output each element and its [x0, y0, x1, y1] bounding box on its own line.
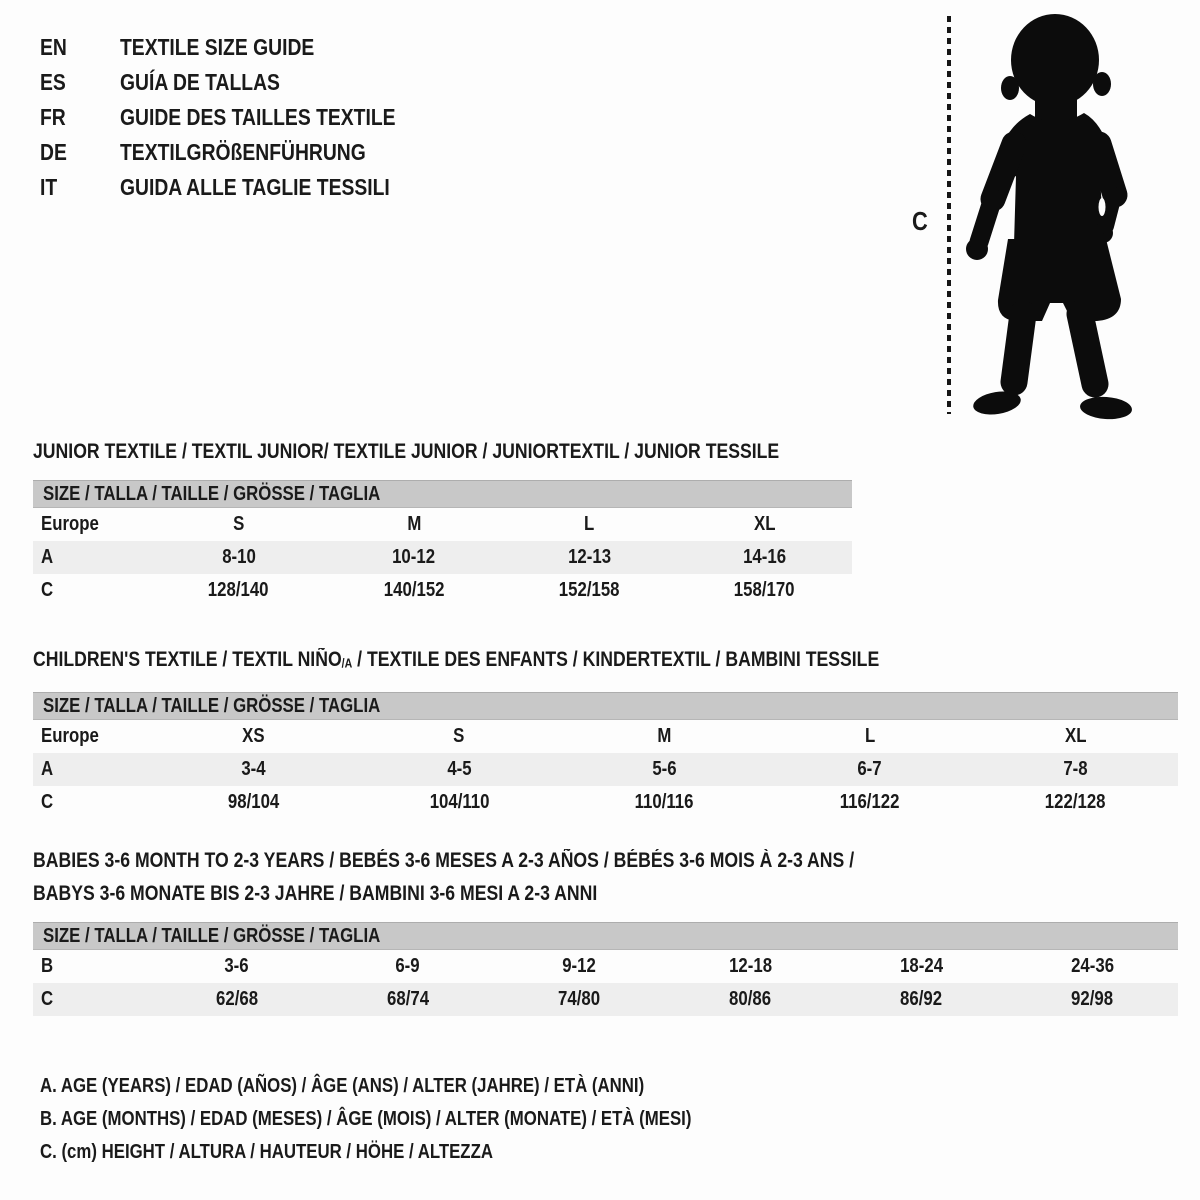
table-cell	[502, 546, 677, 569]
table-cell	[151, 791, 356, 814]
row-label-text: A	[41, 757, 54, 780]
table-row-junior-europe	[33, 508, 852, 541]
table-cell-text: 5-6	[652, 757, 677, 780]
legend-line-text: A. AGE (YEARS) / EDAD (AÑOS) / ÂGE (ANS) / ALTER (JAHRE) / ETÀ (ANNI)	[40, 1075, 645, 1097]
language-row-de	[40, 135, 448, 170]
table-cell-text: 86/92	[900, 988, 943, 1010]
section-title-text	[33, 879, 597, 909]
table-cell	[151, 725, 356, 748]
language-title	[120, 174, 448, 201]
title-segment: / TEXTILE DES ENFANTS / KINDERTEXTIL / BAMBINI TESSILE	[352, 648, 880, 671]
language-title-text: GUÍA DE TALLAS	[120, 69, 280, 95]
table-row-children-c	[33, 786, 1178, 819]
table-cell	[322, 955, 493, 978]
table-cell-text: 12-18	[728, 955, 772, 977]
table-cell	[356, 791, 561, 814]
table-cell-text: M	[406, 513, 421, 535]
language-title	[120, 34, 448, 61]
row-label	[33, 955, 151, 978]
table-cell-text: 4-5	[446, 757, 472, 780]
table-cell-text: 14-16	[742, 546, 786, 568]
table-cell-text: M	[657, 724, 672, 747]
table-cell	[326, 546, 501, 569]
table-cell-text: S	[453, 724, 465, 747]
table-row-junior-a	[33, 541, 852, 574]
section-title-text	[33, 437, 779, 467]
toddler-silhouette-image	[956, 8, 1148, 422]
height-measure-label-text: C	[912, 206, 928, 236]
row-label-text: A	[41, 546, 54, 568]
row-label-text: B	[41, 955, 54, 977]
legend-line-text: C. (cm) HEIGHT / ALTURA / HAUTEUR / HÖHE / ALTEZZA	[40, 1141, 493, 1163]
language-title-text: TEXTILGRÖßENFÜHRUNG	[120, 139, 366, 165]
table-cell-text: S	[233, 513, 245, 535]
table-cell	[562, 758, 767, 781]
table-cell-text: 158/170	[734, 579, 795, 601]
table-cell	[322, 988, 493, 1011]
language-code-text: DE	[40, 139, 67, 165]
table-cell-text: 110/116	[635, 790, 694, 813]
row-label-text: C	[41, 988, 54, 1010]
size-header-text: SIZE / TALLA / TAILLE / GRÖSSE / TAGLIA	[43, 694, 381, 717]
size-header-bar	[33, 692, 1178, 720]
table-cell	[665, 988, 836, 1011]
table-cell-text: 122/128	[1044, 790, 1106, 813]
size-table-babies	[33, 846, 1178, 1016]
table-cell-text: 10-12	[392, 546, 436, 568]
language-code	[40, 174, 120, 201]
language-code-text: ES	[40, 69, 66, 95]
section-title-children	[33, 645, 1178, 679]
size-header-text: SIZE / TALLA / TAILLE / GRÖSSE / TAGLIA	[43, 483, 381, 505]
language-row-en	[40, 30, 448, 65]
table-cell	[767, 758, 972, 781]
table-cell	[677, 513, 852, 536]
table-cell-text: 92/98	[1071, 988, 1114, 1010]
title-segment: /A	[341, 656, 353, 671]
table-cell-text: 140/152	[383, 579, 445, 601]
language-title	[120, 139, 448, 166]
table-cell	[502, 579, 677, 602]
row-label-text: Europe	[41, 513, 99, 535]
table-cell-text: 62/68	[215, 988, 258, 1010]
legend-line-c	[40, 1136, 816, 1169]
table-cell-text: 104/110	[429, 790, 490, 813]
row-label	[33, 579, 151, 602]
table-cell	[677, 546, 852, 569]
table-cell	[493, 955, 664, 978]
table-row-children-europe	[33, 720, 1178, 753]
language-row-it	[40, 170, 448, 205]
table-cell-text: 7-8	[1063, 757, 1088, 780]
size-header-bar	[33, 480, 852, 508]
table-cell	[356, 758, 561, 781]
table-cell	[502, 513, 677, 536]
table-cell	[1007, 988, 1178, 1011]
language-code-text: EN	[40, 34, 67, 60]
table-cell	[356, 725, 561, 748]
section-title-junior	[33, 437, 852, 467]
row-label-text: C	[41, 790, 54, 813]
title-segment: JUNIOR TEXTILE / TEXTIL JUNIOR/ TEXTILE JUNIOR / JUNIORTEXTIL / JUNIOR TESSILE	[33, 440, 780, 463]
size-header-text: SIZE / TALLA / TAILLE / GRÖSSE / TAGLIA	[43, 925, 381, 947]
table-row-junior-c	[33, 574, 852, 607]
table-cell	[767, 791, 972, 814]
table-cell-text: 6-7	[857, 757, 883, 780]
table-cell	[665, 955, 836, 978]
title-segment: BABIES 3-6 MONTH TO 2-3 YEARS / BEBÉS 3-6 MESES A 2-3 AÑOS / BÉBÉS 3-6 MOIS À 2-3 ANS /	[33, 849, 855, 872]
table-cell	[151, 513, 326, 536]
table-cell	[562, 791, 767, 814]
language-code-text: IT	[40, 174, 58, 200]
table-cell-text: 9-12	[562, 955, 596, 977]
row-label	[33, 546, 151, 569]
table-cell	[151, 546, 326, 569]
table-cell	[1007, 955, 1178, 978]
table-cell	[562, 725, 767, 748]
legend-line-text: B. AGE (MONTHS) / EDAD (MESES) / ÂGE (MOIS) / ALTER (MONATE) / ETÀ (MESI)	[40, 1108, 692, 1130]
table-cell-text: 18-24	[899, 955, 943, 977]
table-cell	[836, 955, 1007, 978]
table-cell	[973, 791, 1178, 814]
legend	[40, 1070, 816, 1169]
language-code-text: FR	[40, 104, 66, 130]
language-title	[120, 69, 448, 96]
table-cell-text: XS	[242, 724, 265, 747]
size-table-junior	[33, 437, 852, 607]
table-cell-text: 116/122	[840, 790, 900, 813]
table-cell-text: 128/140	[208, 579, 269, 601]
legend-line-b	[40, 1103, 816, 1136]
table-cell	[493, 988, 664, 1011]
table-cell	[973, 725, 1178, 748]
language-title-text: GUIDE DES TAILLES TEXTILE	[120, 104, 396, 130]
table-cell	[677, 579, 852, 602]
language-code	[40, 139, 120, 166]
section-title-babies	[33, 879, 1178, 909]
table-cell-text: 152/158	[558, 579, 620, 601]
language-header	[40, 30, 448, 205]
language-code	[40, 104, 120, 131]
row-label-text: C	[41, 579, 54, 601]
table-cell-text: L	[864, 724, 876, 747]
table-row-babies-b	[33, 950, 1178, 983]
size-header-bar	[33, 922, 1178, 950]
language-row-fr	[40, 100, 448, 135]
title-segment: CHILDREN'S TEXTILE / TEXTIL NIÑO	[33, 648, 342, 671]
language-row-es	[40, 65, 448, 100]
table-cell-text: 24-36	[1070, 955, 1114, 977]
table-cell-text: XL	[1064, 724, 1087, 747]
table-cell	[973, 758, 1178, 781]
table-cell	[151, 955, 322, 978]
table-cell-text: 80/86	[729, 988, 772, 1010]
table-row-children-a	[33, 753, 1178, 786]
row-label	[33, 988, 151, 1011]
legend-line-a	[40, 1070, 816, 1103]
row-label	[33, 725, 151, 748]
row-label-text: Europe	[41, 724, 99, 747]
table-cell	[326, 513, 501, 536]
table-cell-text: L	[583, 513, 595, 535]
height-measure-label	[912, 206, 931, 237]
title-segment: BABYS 3-6 MONATE BIS 2-3 JAHRE / BAMBINI 3-6 MESI A 2-3 ANNI	[33, 882, 598, 905]
table-cell-text: 12-13	[567, 546, 611, 568]
row-label	[33, 758, 151, 781]
section-title-babies	[33, 846, 1178, 876]
table-cell	[836, 988, 1007, 1011]
table-cell-text: 98/104	[228, 790, 280, 813]
row-label	[33, 791, 151, 814]
language-title-text: GUIDA ALLE TAGLIE TESSILI	[120, 174, 390, 200]
table-cell	[151, 988, 322, 1011]
table-row-babies-c	[33, 983, 1178, 1016]
table-cell	[326, 579, 501, 602]
table-cell	[151, 579, 326, 602]
language-title	[120, 104, 448, 131]
table-cell	[151, 758, 356, 781]
section-title-text	[33, 846, 854, 876]
table-cell-text: 3-6	[224, 955, 249, 977]
language-code	[40, 69, 120, 96]
language-title-text: TEXTILE SIZE GUIDE	[120, 34, 315, 60]
table-cell-text: 3-4	[241, 757, 266, 780]
table-cell-text: 6-9	[395, 955, 420, 977]
section-title-text	[33, 645, 879, 679]
table-cell	[767, 725, 972, 748]
height-measure-line	[947, 16, 951, 414]
table-cell-text: 8-10	[221, 546, 256, 568]
language-code	[40, 34, 120, 61]
size-table-children	[33, 645, 1178, 819]
table-cell-text: XL	[753, 513, 776, 535]
table-cell-text: 74/80	[557, 988, 600, 1010]
table-cell-text: 68/74	[386, 988, 429, 1010]
row-label	[33, 513, 151, 536]
